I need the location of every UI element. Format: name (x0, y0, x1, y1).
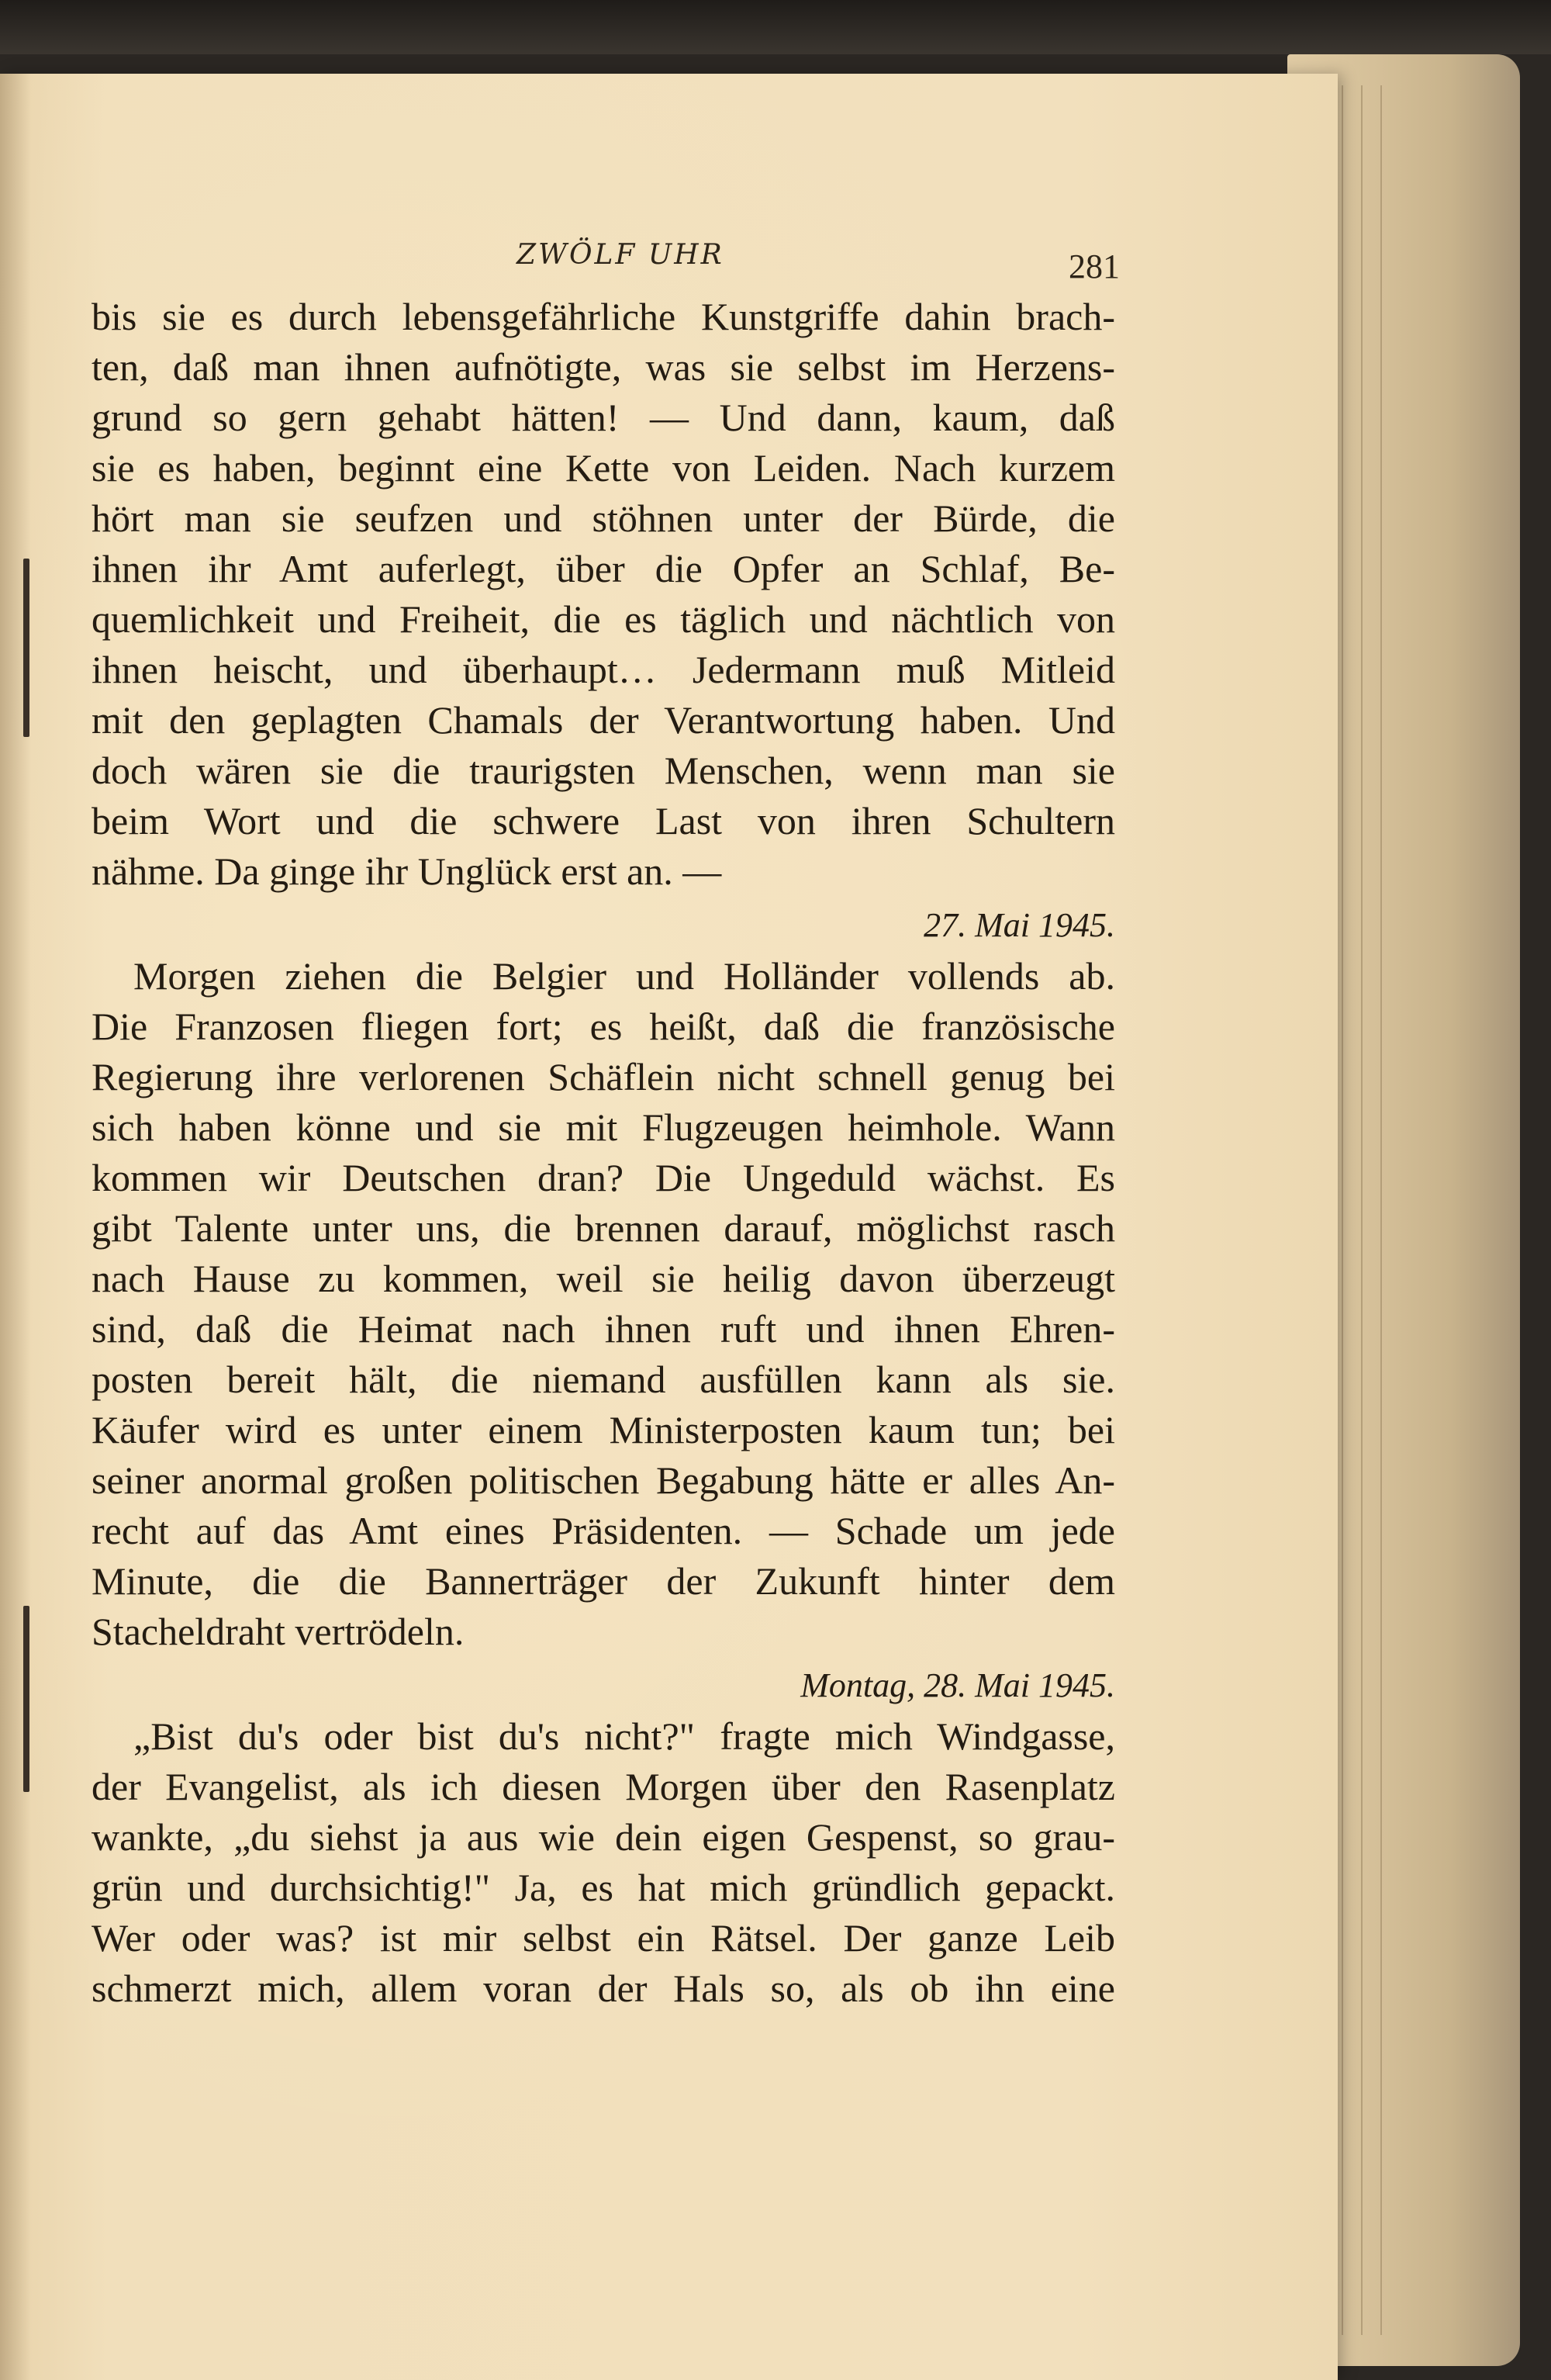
text-line: wankte, „du siehst ja aus wie dein eigen Gespenst, so grau- (92, 1815, 1115, 1859)
text-line: mit den geplagten Chamals der Verantwortung haben. Und (92, 698, 1115, 742)
text-line: hört man sie seufzen und stöhnen unter der Bürde, die (92, 496, 1115, 540)
text-line: schmerzt mich, allem voran der Hals so, als ob ihn eine (92, 1967, 1115, 2010)
text-line: ten, daß man ihnen aufnötigte, was sie selbst im Herzens- (92, 345, 1115, 389)
text-line: Käufer wird es unter einem Ministerposten kaum tun; bei (92, 1408, 1115, 1451)
text-line: nähme. Da ginge ihr Unglück erst an. — (92, 849, 722, 893)
text-line: ihnen heischt, und überhaupt… Jedermann muß Mitleid (92, 648, 1115, 691)
text-line: sie es haben, beginnt eine Kette von Leiden. Nach kurzem (92, 446, 1115, 489)
text-line: Minute, die die Bannerträger der Zukunft hinter dem (92, 1559, 1115, 1603)
text-line: nach Hause zu kommen, weil sie heilig davon überzeugt (92, 1257, 1115, 1300)
running-title: ZWÖLF UHR (516, 239, 724, 271)
text-line: der Evangelist, als ich diesen Morgen über den Rasenplatz (92, 1765, 1115, 1808)
book-cover-edge (0, 0, 1551, 54)
text-line: quemlichkeit und Freiheit, die es täglich und nächtlich von (92, 597, 1115, 641)
text-line: beim Wort und die schwere Last von ihren Schultern (92, 799, 1115, 842)
text-line: Wer oder was? ist mir selbst ein Rätsel. Der ganze Leib (92, 1916, 1115, 1960)
text-line: Stacheldraht vertrödeln. (92, 1610, 465, 1653)
gutter-shadow (0, 74, 31, 2380)
text-line: Morgen ziehen die Belgier und Holländer vollends ab. (133, 954, 1115, 998)
text-line: sich haben könne und sie mit Flugzeugen heimhole. Wann (92, 1105, 1115, 1149)
entry-date: Montag, 28. Mai 1945. (800, 1666, 1115, 1704)
margin-mark (23, 559, 29, 737)
text-line: posten bereit hält, die niemand ausfüllen kann als sie. (92, 1358, 1115, 1401)
page-number: 281 (1069, 247, 1120, 285)
text-line: bis sie es durch lebensgefährliche Kunstgriffe dahin brach- (92, 295, 1115, 338)
text-line: „Bist du's oder bist du's nicht?" fragte mich Windgasse, (133, 1714, 1115, 1758)
text-line: seiner anormal großen politischen Begabung hätte er alles An- (92, 1458, 1115, 1502)
margin-mark (23, 1606, 29, 1792)
text-line: ihnen ihr Amt auferlegt, über die Opfer an Schlaf, Be- (92, 547, 1115, 590)
text-line: grün und durchsichtig!" Ja, es hat mich gründlich gepackt. (92, 1866, 1115, 1909)
text-line: kommen wir Deutschen dran? Die Ungeduld wächst. Es (92, 1156, 1115, 1199)
text-line: doch wären sie die traurigsten Menschen, wenn man sie (92, 749, 1115, 792)
entry-date: 27. Mai 1945. (924, 906, 1115, 944)
text-line: Regierung ihre verlorenen Schäflein nicht schnell genug bei (92, 1055, 1115, 1098)
text-line: sind, daß die Heimat nach ihnen ruft und ihnen Ehren- (92, 1307, 1115, 1351)
text-line: grund so gern gehabt hätten! — Und dann, kaum, daß (92, 396, 1115, 439)
text-line: recht auf das Amt eines Präsidenten. — Schade um jede (92, 1509, 1115, 1552)
text-line: gibt Talente unter uns, die brennen darauf, möglichst rasch (92, 1206, 1115, 1250)
text-line: Die Franzosen fliegen fort; es heißt, daß die französische (92, 1005, 1115, 1048)
